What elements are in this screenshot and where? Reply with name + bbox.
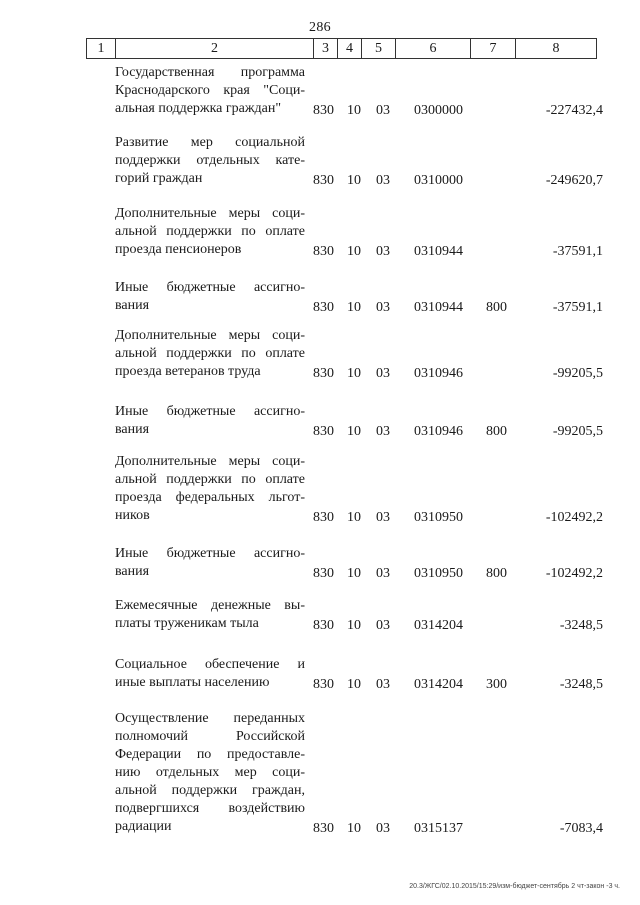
column-header-6: 6 xyxy=(396,39,471,59)
description-line: проезда пенсионеров xyxy=(115,242,242,257)
cell-col-8: -99205,5 xyxy=(552,424,603,439)
description-line: горий граждан xyxy=(115,171,203,186)
description-line: вания xyxy=(115,422,150,437)
description-line: вания xyxy=(115,564,150,579)
cell-col-4: 10 xyxy=(347,821,361,836)
cell-col-4: 10 xyxy=(347,424,361,439)
cell-col-5: 03 xyxy=(376,566,390,581)
cell-col-4: 10 xyxy=(347,566,361,581)
cell-col-4: 10 xyxy=(347,173,361,188)
cell-col-3: 830 xyxy=(313,424,334,439)
description-line: проезда федеральных льгот- xyxy=(115,490,305,505)
row-description xyxy=(115,403,305,439)
description-line: Осуществление переданных xyxy=(115,711,305,726)
description-line: Развитие мер социальной xyxy=(115,135,305,150)
cell-col-3: 830 xyxy=(313,244,334,259)
row-description xyxy=(115,64,305,118)
cell-col-5: 03 xyxy=(376,618,390,633)
row-description xyxy=(115,327,305,381)
cell-col-5: 03 xyxy=(376,103,390,118)
cell-col-7: 300 xyxy=(486,677,507,692)
description-line: подвергшихся воздействию xyxy=(115,801,305,816)
cell-col-8: -37591,1 xyxy=(552,244,603,259)
cell-col-4: 10 xyxy=(347,244,361,259)
description-line: Государственная программа xyxy=(115,65,305,80)
column-header-5: 5 xyxy=(362,39,396,59)
description-line: Дополнительные меры соци- xyxy=(115,206,305,221)
column-header-3: 3 xyxy=(314,39,338,59)
column-header-1: 1 xyxy=(87,39,116,59)
row-description xyxy=(115,656,305,692)
cell-col-6: 0310000 xyxy=(414,173,463,188)
row-description xyxy=(115,710,305,836)
footer-stamp: 20.3/ЖГС/02.10.2015/15:29/изм-бюджет-сентябрь 2 чт-закон -3 ч. xyxy=(409,883,620,890)
row-description xyxy=(115,597,305,633)
cell-col-3: 830 xyxy=(313,618,334,633)
description-line: альной поддержки граждан, xyxy=(115,783,305,798)
cell-col-3: 830 xyxy=(313,677,334,692)
description-line: Ежемесячные денежные вы- xyxy=(115,598,305,613)
cell-col-6: 0310944 xyxy=(414,300,463,315)
description-line: альной поддержки по оплате xyxy=(115,346,305,361)
cell-col-5: 03 xyxy=(376,244,390,259)
cell-col-8: -99205,5 xyxy=(552,366,603,381)
cell-col-4: 10 xyxy=(347,300,361,315)
description-line: радиации xyxy=(115,819,172,834)
description-line: альная поддержка граждан" xyxy=(115,101,282,116)
cell-col-6: 0310946 xyxy=(414,366,463,381)
cell-col-8: -37591,1 xyxy=(552,300,603,315)
cell-col-8: -3248,5 xyxy=(559,677,603,692)
cell-col-6: 0310944 xyxy=(414,244,463,259)
cell-col-3: 830 xyxy=(313,103,334,118)
description-line: вания xyxy=(115,298,150,313)
description-line: альной поддержки по оплате xyxy=(115,224,305,239)
cell-col-3: 830 xyxy=(313,173,334,188)
cell-col-3: 830 xyxy=(313,366,334,381)
description-line: Федерации по предоставле- xyxy=(115,747,305,762)
cell-col-6: 0310950 xyxy=(414,566,463,581)
row-description xyxy=(115,134,305,188)
description-line: ников xyxy=(115,508,150,523)
cell-col-3: 830 xyxy=(313,510,334,525)
description-line: проезда ветеранов труда xyxy=(115,364,261,379)
description-line: Иные бюджетные ассигно- xyxy=(115,404,305,419)
cell-col-4: 10 xyxy=(347,510,361,525)
cell-col-5: 03 xyxy=(376,424,390,439)
description-line: полномочий Российской xyxy=(115,729,305,744)
cell-col-6: 0314204 xyxy=(414,618,463,633)
cell-col-8: -249620,7 xyxy=(545,173,603,188)
column-header-7: 7 xyxy=(471,39,516,59)
cell-col-4: 10 xyxy=(347,618,361,633)
cell-col-4: 10 xyxy=(347,366,361,381)
cell-col-8: -102492,2 xyxy=(545,566,603,581)
cell-col-6: 0315137 xyxy=(414,821,463,836)
cell-col-8: -3248,5 xyxy=(559,618,603,633)
description-line: поддержки отдельных кате- xyxy=(115,153,305,168)
cell-col-8: -102492,2 xyxy=(545,510,603,525)
cell-col-5: 03 xyxy=(376,366,390,381)
cell-col-7: 800 xyxy=(486,300,507,315)
row-description xyxy=(115,545,305,581)
column-header-8: 8 xyxy=(516,39,597,59)
cell-col-8: -7083,4 xyxy=(559,821,603,836)
cell-col-5: 03 xyxy=(376,510,390,525)
cell-col-6: 0310946 xyxy=(414,424,463,439)
cell-col-6: 0300000 xyxy=(414,103,463,118)
row-description xyxy=(115,205,305,259)
description-line: альной поддержки по оплате xyxy=(115,472,305,487)
description-line: Дополнительные меры соци- xyxy=(115,454,305,469)
cell-col-6: 0314204 xyxy=(414,677,463,692)
cell-col-5: 03 xyxy=(376,300,390,315)
description-line: Социальное обеспечение и xyxy=(115,657,305,672)
description-line: Дополнительные меры соци- xyxy=(115,328,305,343)
row-description xyxy=(115,279,305,315)
cell-col-5: 03 xyxy=(376,821,390,836)
description-line: иные выплаты населению xyxy=(115,675,270,690)
cell-col-5: 03 xyxy=(376,677,390,692)
cell-col-4: 10 xyxy=(347,103,361,118)
description-line: нию отдельных мер соци- xyxy=(115,765,305,780)
cell-col-3: 830 xyxy=(313,821,334,836)
cell-col-3: 830 xyxy=(313,300,334,315)
description-line: Иные бюджетные ассигно- xyxy=(115,546,305,561)
cell-col-5: 03 xyxy=(376,173,390,188)
description-line: Иные бюджетные ассигно- xyxy=(115,280,305,295)
cell-col-7: 800 xyxy=(486,424,507,439)
column-header-4: 4 xyxy=(338,39,362,59)
cell-col-8: -227432,4 xyxy=(545,103,603,118)
description-line: платы труженикам тыла xyxy=(115,616,259,631)
description-line: Краснодарского края "Соци- xyxy=(115,83,305,98)
row-description xyxy=(115,453,305,525)
cell-col-7: 800 xyxy=(486,566,507,581)
cell-col-6: 0310950 xyxy=(414,510,463,525)
page-number: 286 xyxy=(309,20,331,35)
column-header-2: 2 xyxy=(116,39,314,59)
cell-col-4: 10 xyxy=(347,677,361,692)
cell-col-3: 830 xyxy=(313,566,334,581)
